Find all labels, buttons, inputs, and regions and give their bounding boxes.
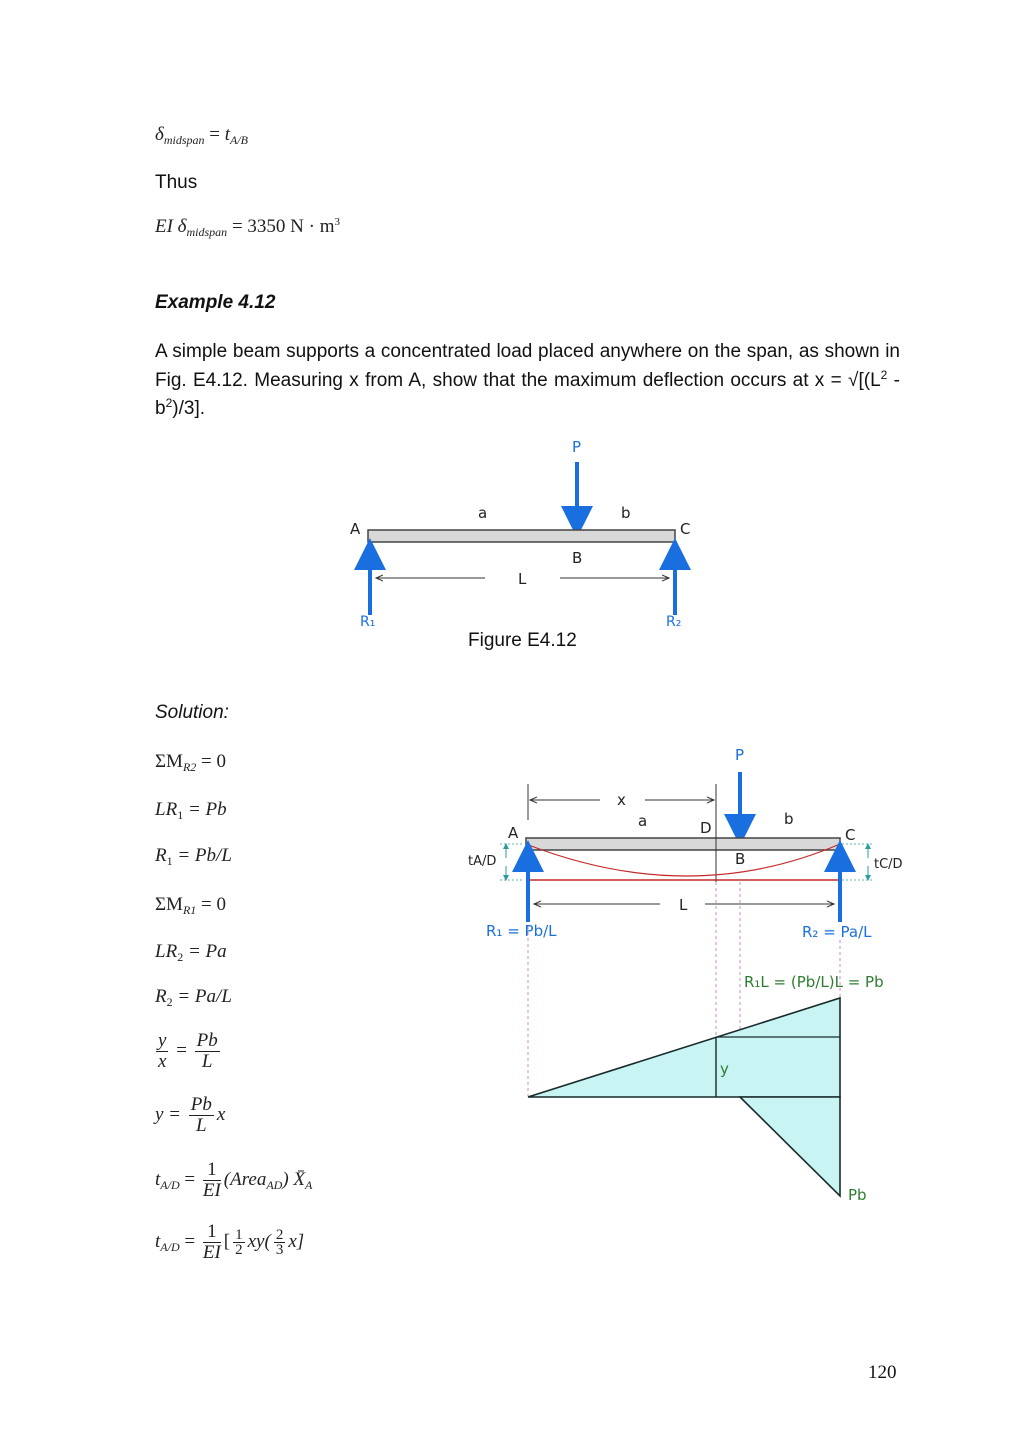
label-A: A [350, 520, 361, 538]
label-y: y [720, 1060, 729, 1078]
label-a: a [638, 812, 648, 830]
label-a: a [478, 504, 488, 522]
beam [368, 530, 675, 542]
label-r1: R₁ [360, 614, 376, 630]
load-p-label: P [572, 438, 582, 456]
label-x: x [617, 791, 626, 809]
figure-e4-12 [330, 430, 710, 640]
label-L: L [679, 896, 688, 914]
label-B: B [735, 850, 746, 868]
equation-y-over-x: $\frac{y}{x}$ = $\frac{Pb}{L}$ [158, 1030, 218, 1072]
equation-t-ad-expanded: $t_{A/D}$ = $\frac{1}{EI}$ [ $\frac{1}{2}$ xy( $\frac{2}{3}$ x] [155, 1221, 305, 1263]
label-tad: tA/D [468, 854, 497, 869]
equation-lr1: $LR_1 = Pb$ [155, 799, 227, 822]
solution-label: Solution: [155, 702, 229, 723]
beam [526, 838, 840, 850]
equation-sum-mr1: $\Sigma M_{R1} = 0$ [155, 894, 227, 917]
moment-triangle-positive [528, 998, 840, 1097]
figure-caption: Figure E4.12 [468, 630, 577, 651]
label-pb: Pb [848, 1186, 867, 1204]
label-r1: R₁ = Pb/L [486, 922, 557, 940]
label-D: D [700, 819, 712, 837]
label-A: A [508, 824, 519, 842]
example-title: Example 4.12 [155, 292, 276, 313]
label-r2: R₂ = Pa/L [802, 923, 872, 941]
moment-triangle-negative [740, 1097, 840, 1196]
label-B: B [572, 549, 583, 567]
page-number: 120 [868, 1362, 897, 1383]
equation-y: y = $\frac{Pb}{L}$ x [155, 1094, 226, 1136]
equation-t-ad-area: $t_{A/D}$ = $\frac{1}{EI}$ (Area$_{AD}$) $X̄_A$ [155, 1159, 313, 1201]
problem-statement: A simple beam supports a concentrated load placed anywhere on the span, as shown in Fig. E4.12. Measuring x from A, show that the maximum deflection occurs at $x = √[(L^2 - b^2)/3]$. [155, 341, 900, 419]
label-L: L [518, 570, 527, 588]
label-tcd: tC/D [874, 857, 903, 872]
label-b: b [621, 504, 631, 522]
equation-ei-delta: EI $\delta_{midspan} = 3350$ $N \cdot m^3$ [155, 216, 340, 239]
solution-figure [460, 740, 920, 1210]
equation-r1: $R_1 = Pb/L$ [155, 845, 232, 868]
label-r2: R₂ [666, 614, 682, 630]
equation-delta-midspan: $\delta_{midspan} = t_{A/B}$ [155, 124, 249, 147]
load-p-label: P [735, 746, 745, 764]
equation-sum-mr2: $\Sigma M_{R2} = 0$ [155, 751, 227, 774]
moment-label: R₁L = (Pb/L)L = Pb [744, 973, 884, 991]
label-C: C [845, 826, 856, 844]
thus-text: Thus [155, 172, 198, 193]
label-b: b [784, 810, 794, 828]
equation-r2: $R_2 = Pa/L$ [155, 986, 232, 1009]
label-C: C [680, 520, 691, 538]
equation-lr2: $LR_2 = Pa$ [155, 941, 227, 964]
